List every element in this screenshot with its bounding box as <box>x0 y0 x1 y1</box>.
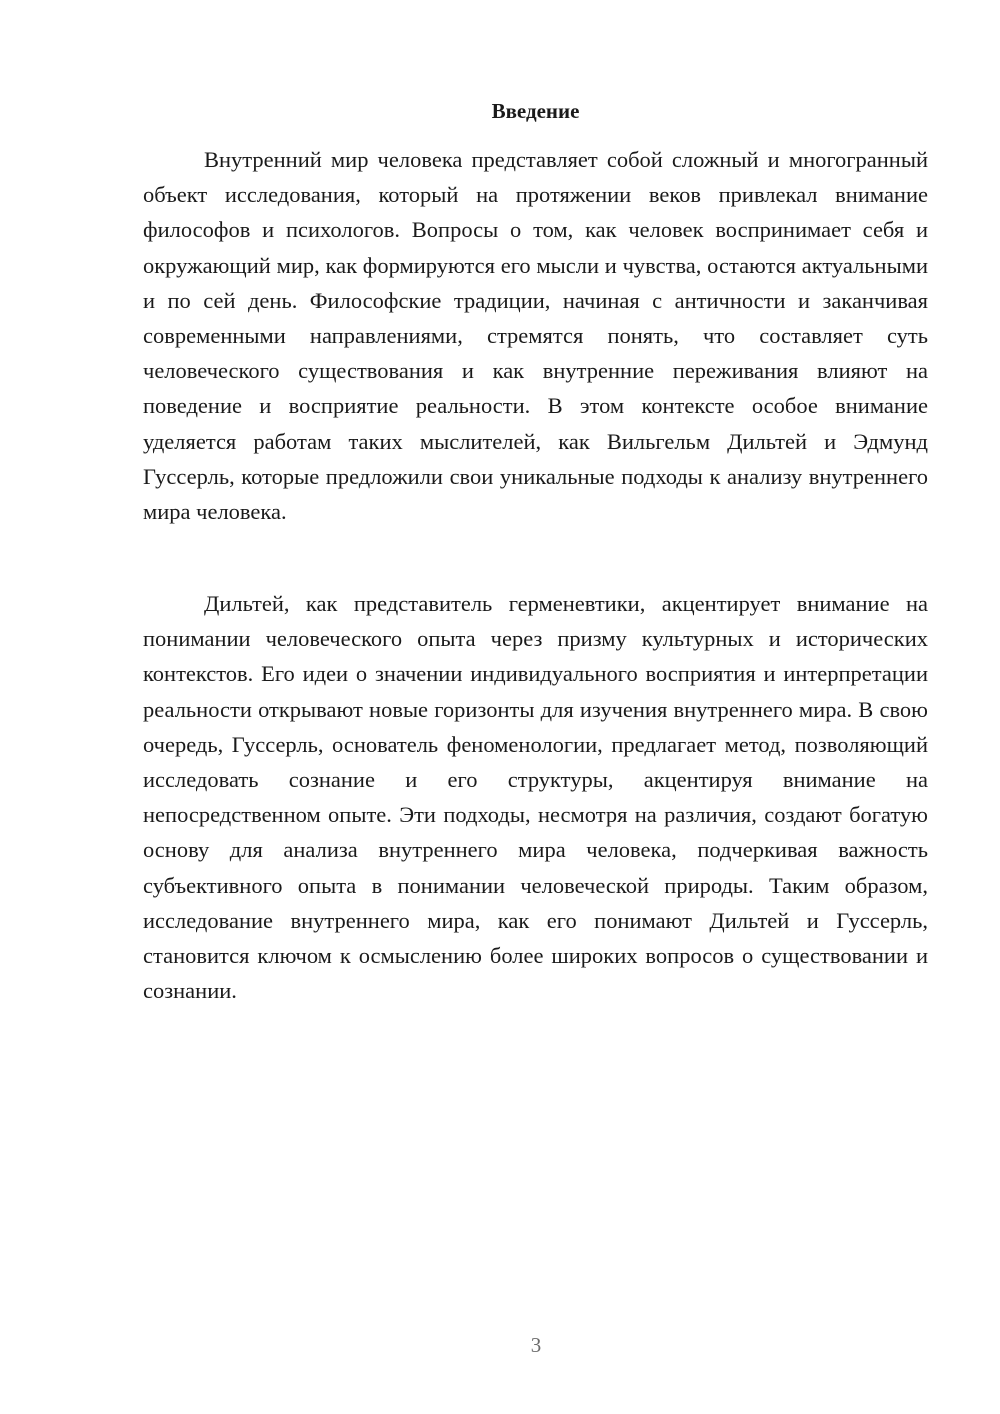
section-title: Введение <box>491 99 580 123</box>
page-number: 3 <box>530 1333 542 1357</box>
body-paragraph-2: Дильтей, как представитель герменевтики, акцентирует внимание на понимании человеческого опыта через призму культурных и исторических контекстов. Его идеи о значении индивидуального восприятия и интерпретации реальности открывают новые горизонты для изучения внутреннего мира. В свою очередь, Гуссерль, основатель феноменологии, предлагает метод, позволяющий исследовать сознание и его структуры, акцентируя внимание на непосредственном опыте. Эти подходы, несмотря на различия, создают богатую основу для анализа внутреннего мира человека, подчеркивая важность субъективного опыта в понимании человеческой природы. Таким образом, исследование внутреннего мира, как его понимают Дильтей и Гуссерль, становится ключом к осмыслению более широких вопросов о существовании и сознании. <box>143 591 928 1004</box>
body-paragraph-1: Внутренний мир человека представляет собой сложный и многогранный объект исследования, который на протяжении веков привлекал внимание философов и психологов. Вопросы о том, как человек воспринимает себя и окружающий мир, как формируются его мысли и чувства, остаются актуальными и по сей день. Философские традиции, начиная с античности и заканчивая современными направлениями, стремятся понять, что составляет суть человеческого существования и как внутренние переживания влияют на поведение и восприятие реальности. В этом контексте особое внимание уделяется работам таких мыслителей, как Вильгельм Дильтей и Эдмунд Гуссерль, которые предложили свои уникальные подходы к анализу внутреннего мира человека. <box>143 147 928 525</box>
